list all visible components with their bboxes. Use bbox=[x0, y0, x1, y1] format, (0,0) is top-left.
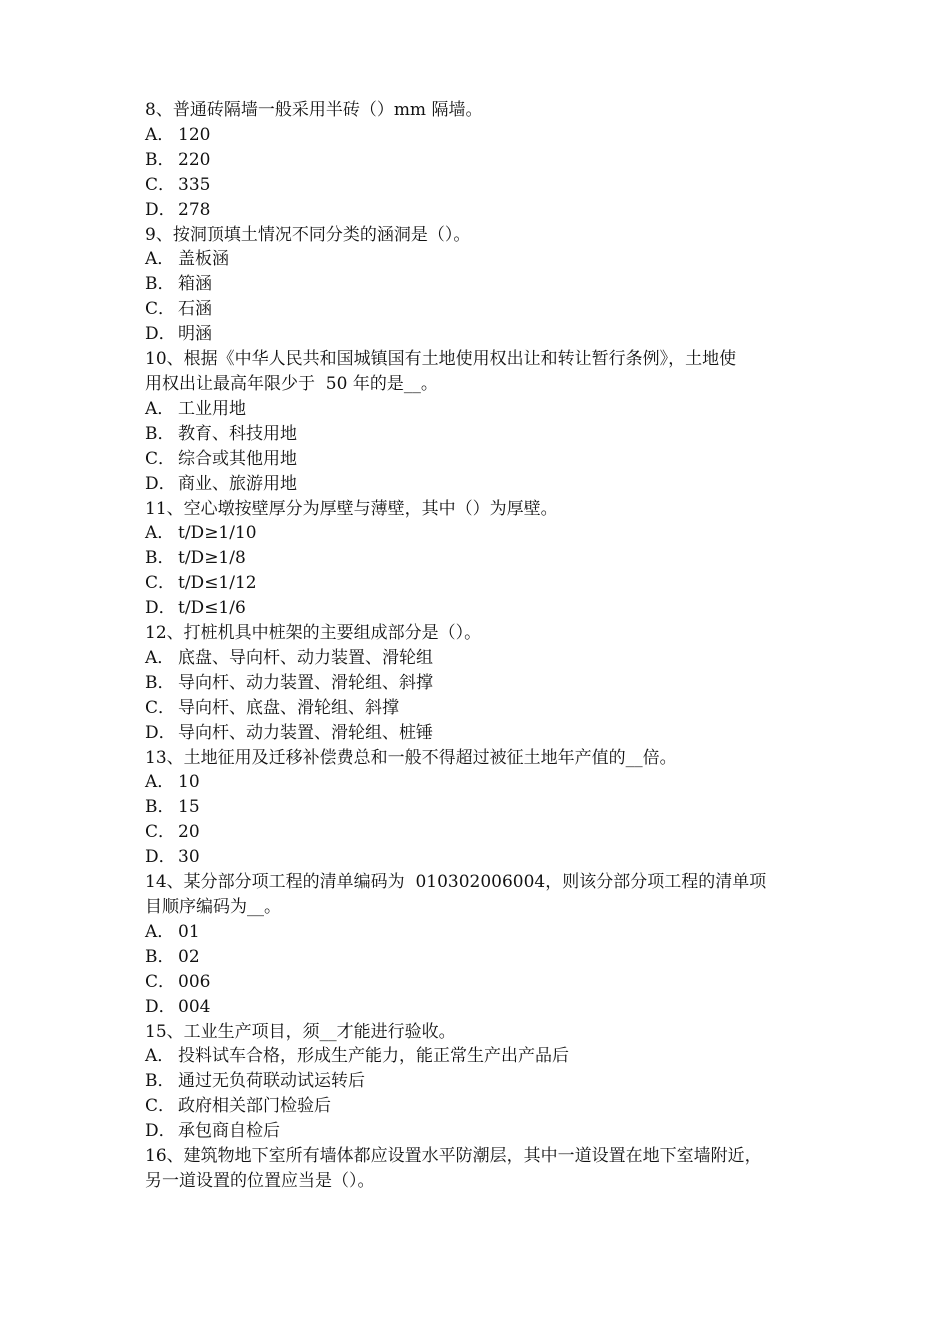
option-text: 石涵 bbox=[178, 299, 212, 320]
option-letter: B． bbox=[145, 946, 175, 967]
option-a bbox=[145, 397, 810, 422]
option-text: 综合或其他用地 bbox=[178, 448, 297, 469]
option-text: 15 bbox=[178, 797, 200, 818]
option-letter: C． bbox=[145, 573, 176, 594]
question-text: 16、建筑物地下室所有墙体都应设置水平防潮层，其中一道设置在地下室墙附近， bbox=[145, 1146, 762, 1167]
option-text: 006 bbox=[178, 971, 211, 992]
option-c bbox=[145, 571, 810, 596]
option-text: 底盘、导向杆、动力装置、滑轮组 bbox=[178, 647, 433, 668]
option-letter: D． bbox=[145, 598, 176, 619]
option-text: 01 bbox=[178, 921, 200, 942]
option-d bbox=[145, 322, 810, 347]
option-letter: A． bbox=[145, 1046, 175, 1067]
option-letter: A． bbox=[145, 124, 175, 145]
question-14 bbox=[145, 870, 810, 1019]
option-d bbox=[145, 721, 810, 746]
question-text: 10、根据《中华人民共和国城镇国有土地使用权出让和转让暂行条例》，土地使 bbox=[145, 349, 737, 370]
option-text: 004 bbox=[178, 996, 211, 1017]
option-letter: C． bbox=[145, 697, 176, 718]
option-b bbox=[145, 546, 810, 571]
option-text: 导向杆、动力装置、滑轮组、桩锤 bbox=[178, 722, 433, 743]
option-letter: C． bbox=[145, 971, 176, 992]
question-11 bbox=[145, 497, 810, 622]
option-d bbox=[145, 1119, 810, 1144]
option-a bbox=[145, 920, 810, 945]
option-text: 教育、科技用地 bbox=[178, 423, 297, 444]
question-text: 8、普通砖隔墙一般采用半砖（）mm 隔墙。 bbox=[145, 100, 483, 120]
option-text: 10 bbox=[178, 772, 200, 793]
question-text: 13、土地征用及迁移补偿费总和一般不得超过被征土地年产值的__倍。 bbox=[145, 747, 677, 768]
option-text: 导向杆、底盘、滑轮组、斜撑 bbox=[178, 697, 399, 718]
option-text: 220 bbox=[178, 149, 211, 170]
option-b bbox=[145, 1069, 810, 1094]
option-text: 335 bbox=[178, 174, 211, 195]
option-a bbox=[145, 247, 810, 272]
option-text: 工业用地 bbox=[178, 398, 246, 419]
option-letter: B． bbox=[145, 274, 175, 295]
question-text: 12、打桩机具中桩架的主要组成部分是（）。 bbox=[145, 623, 482, 644]
option-letter: A． bbox=[145, 647, 175, 668]
option-b bbox=[145, 671, 810, 696]
option-letter: D． bbox=[145, 473, 176, 494]
option-text: 02 bbox=[178, 946, 200, 967]
option-c bbox=[145, 173, 810, 198]
option-c bbox=[145, 1094, 810, 1119]
option-text: 278 bbox=[178, 199, 211, 220]
option-letter: D． bbox=[145, 1121, 176, 1142]
option-a bbox=[145, 770, 810, 795]
option-letter: B． bbox=[145, 672, 175, 693]
question-text: 14、某分部分项工程的清单编码为 010302006004，则该分部分项工程的清单项 bbox=[145, 872, 767, 893]
option-letter: C． bbox=[145, 174, 176, 195]
option-b bbox=[145, 272, 810, 297]
option-c bbox=[145, 297, 810, 322]
option-text: t/D≥1/8 bbox=[178, 548, 246, 569]
option-b bbox=[145, 945, 810, 970]
option-letter: A． bbox=[145, 772, 175, 793]
option-letter: B． bbox=[145, 149, 175, 170]
option-letter: B． bbox=[145, 423, 175, 444]
option-text: 政府相关部门检验后 bbox=[178, 1096, 331, 1117]
question-list bbox=[145, 98, 810, 1194]
option-letter: D． bbox=[145, 996, 176, 1017]
option-letter: D． bbox=[145, 722, 176, 743]
question-10 bbox=[145, 347, 810, 496]
option-c bbox=[145, 696, 810, 721]
option-d bbox=[145, 995, 810, 1020]
option-text: 120 bbox=[178, 124, 211, 145]
option-a bbox=[145, 123, 810, 148]
question-text: 9、按洞顶填土情况不同分类的涵洞是（）。 bbox=[145, 224, 471, 245]
option-letter: B． bbox=[145, 548, 175, 569]
question-text-continued: 另一道设置的位置应当是（）。 bbox=[145, 1170, 375, 1191]
option-text: 30 bbox=[178, 847, 200, 868]
option-letter: C． bbox=[145, 448, 176, 469]
option-text: 明涵 bbox=[178, 324, 212, 345]
option-letter: D． bbox=[145, 847, 176, 868]
option-text: t/D≥1/10 bbox=[178, 523, 257, 544]
question-15 bbox=[145, 1020, 810, 1145]
question-text-continued: 用权出让最高年限少于 50 年的是__。 bbox=[145, 373, 438, 394]
question-8 bbox=[145, 98, 810, 223]
option-letter: D． bbox=[145, 324, 176, 345]
option-c bbox=[145, 970, 810, 995]
option-d bbox=[145, 596, 810, 621]
option-text: t/D≤1/12 bbox=[178, 573, 257, 594]
option-c bbox=[145, 447, 810, 472]
option-letter: C． bbox=[145, 299, 176, 320]
option-letter: A． bbox=[145, 249, 175, 270]
option-text: 承包商自检后 bbox=[178, 1121, 280, 1142]
option-letter: A． bbox=[145, 921, 175, 942]
option-letter: D． bbox=[145, 199, 176, 220]
option-text: 盖板涵 bbox=[178, 249, 229, 270]
option-letter: A． bbox=[145, 398, 175, 419]
option-d bbox=[145, 472, 810, 497]
question-16 bbox=[145, 1144, 810, 1194]
question-12 bbox=[145, 621, 810, 746]
option-c bbox=[145, 820, 810, 845]
option-a bbox=[145, 521, 810, 546]
question-13 bbox=[145, 746, 810, 871]
option-text: 箱涵 bbox=[178, 274, 212, 295]
option-letter: B． bbox=[145, 797, 175, 818]
question-text: 11、空心墩按壁厚分为厚壁与薄壁，其中（）为厚壁。 bbox=[145, 498, 558, 519]
option-text: t/D≤1/6 bbox=[178, 598, 246, 619]
option-text: 投料试车合格，形成生产能力，能正常生产出产品后 bbox=[178, 1046, 569, 1067]
option-b bbox=[145, 422, 810, 447]
option-letter: C． bbox=[145, 822, 176, 843]
option-letter: B． bbox=[145, 1071, 175, 1092]
option-a bbox=[145, 1044, 810, 1069]
option-text: 20 bbox=[178, 822, 200, 843]
option-b bbox=[145, 148, 810, 173]
option-text: 通过无负荷联动试运转后 bbox=[178, 1071, 365, 1092]
question-text-continued: 目顺序编码为__。 bbox=[145, 897, 281, 917]
question-9 bbox=[145, 223, 810, 348]
option-d bbox=[145, 198, 810, 223]
option-a bbox=[145, 646, 810, 671]
option-letter: A． bbox=[145, 523, 175, 544]
option-letter: C． bbox=[145, 1096, 176, 1117]
question-text: 15、工业生产项目，须__才能进行验收。 bbox=[145, 1021, 456, 1042]
option-d bbox=[145, 845, 810, 870]
option-text: 商业、旅游用地 bbox=[178, 473, 297, 494]
option-text: 导向杆、动力装置、滑轮组、斜撑 bbox=[178, 672, 433, 693]
option-b bbox=[145, 795, 810, 820]
